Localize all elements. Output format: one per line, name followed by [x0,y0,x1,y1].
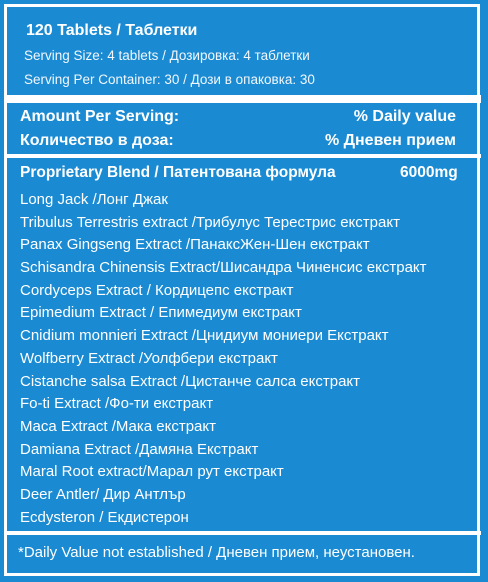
servings-per-container-text: Serving Per Container: 30 / Дози в опаковка: 30 [24,72,315,87]
amount-per-serving-label-bg: Количество в доза: [20,132,174,149]
proprietary-blend-name: Proprietary Blend / Патентована формула [20,164,336,181]
ingredient-item: Wolfberry Extract /Уолфбери екстракт [20,349,278,367]
amount-per-serving-label: Amount Per Serving: [20,108,180,125]
ingredient-item: Schisandra Chinensis Extract/Шисандра Чиненсис екстракт [20,259,427,277]
ingredient-item: Maca Extract /Мака екстракт [20,417,216,435]
ingredient-item: Maral Root extract/Марал рут екстракт [20,463,284,481]
ingredient-item: Deer Antler/ Дир Антлър [20,485,186,503]
daily-value-footnote: *Daily Value not established / Дневен прием, неустановен. [18,544,415,561]
ingredient-item: Damiana Extract /Дамяна Екстракт [20,440,259,458]
ingredient-list [20,189,427,529]
ingredient-item: Fo-ti Extract /Фо-ти екстракт [20,395,214,413]
bottom-divider [7,531,481,535]
ingredient-item: Tribulus Terrestris extract /Трибулус Терестрис екстракт [20,213,400,231]
package-count-title: 120 Tablets / Таблетки [26,22,198,39]
ingredient-item: Cistanche salsa Extract /Цистанче салса екстракт [20,372,361,390]
ingredient-item: Ecdysteron / Екдистерон [20,508,189,526]
thick-divider [7,95,481,103]
proprietary-blend-amount: 6000mg [400,164,458,181]
medium-divider [7,154,481,158]
ingredient-item: Cnidium monnieri Extract /Цнидиум мониери Екстракт [20,327,389,345]
serving-size-text: Serving Size: 4 tablets / Дозировка: 4 таблетки [24,48,310,63]
ingredient-item: Panax Gingseng Extract /ПанаксЖен-Шен екстракт [20,236,370,254]
ingredient-item: Long Jack /Лонг Джак [20,191,168,208]
daily-value-label: % Daily value [353,108,456,125]
ingredient-item: Cordyceps Extract / Кордицепс екстракт [20,281,294,299]
ingredient-item: Epimedium Extract / Епимедиум екстракт [20,304,302,322]
daily-value-label-bg: % Дневен прием [324,132,456,149]
